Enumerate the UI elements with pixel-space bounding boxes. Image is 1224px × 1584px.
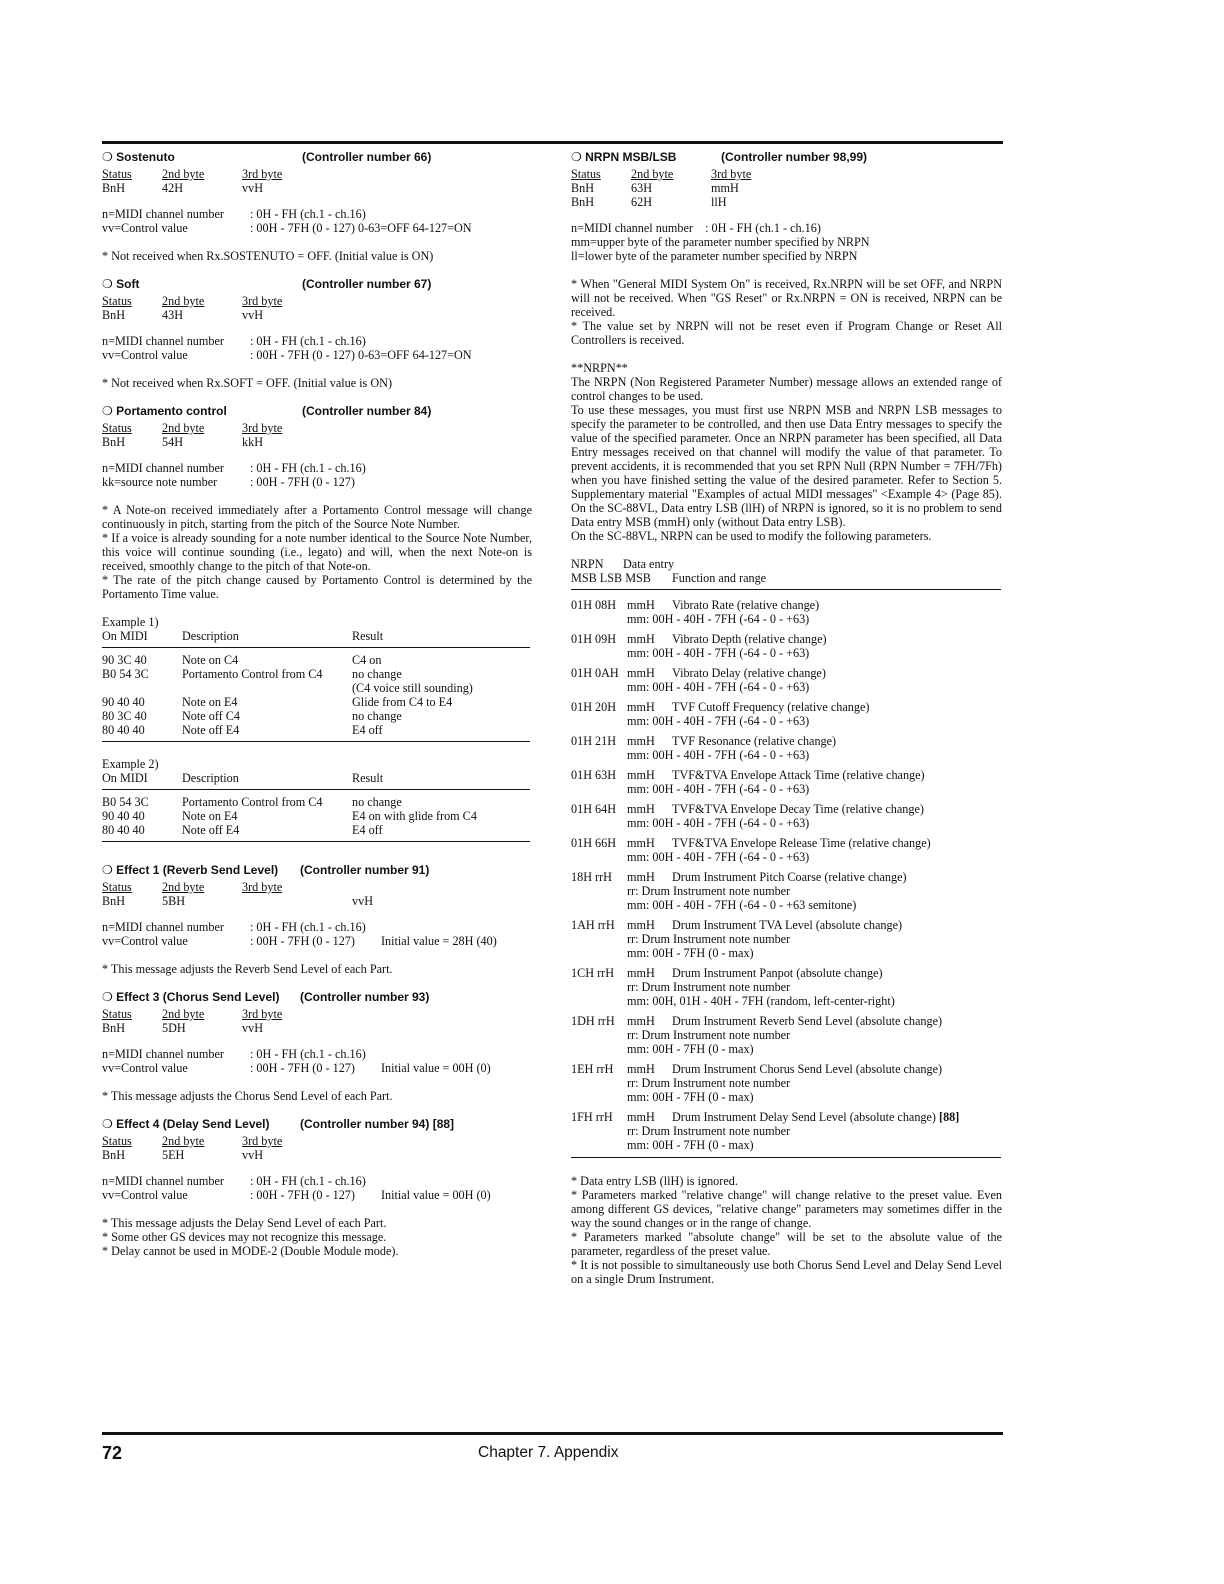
circle-bullet-icon: ❍ <box>102 404 113 418</box>
function: TVF&TVA Envelope Attack Time (relative change) <box>672 768 925 782</box>
col-header: On MIDI <box>102 771 148 785</box>
chapter-title: Chapter 7. Appendix <box>478 1444 619 1461</box>
data-entry: mmH <box>627 734 655 748</box>
example-2-table <box>102 757 530 842</box>
def-key: n=MIDI channel number <box>102 1174 224 1188</box>
byte2-value: 5DH <box>162 1021 186 1035</box>
note: * Parameters marked "relative change" will change relative to the preset value. Even among different GS devices, "relative change" parameters may sometimes differ in the way the sound changes or in the range of change. <box>571 1188 1002 1230</box>
col-header: MSB LSB MSB <box>571 571 651 585</box>
section-title: Soft <box>116 277 140 291</box>
table-row <box>571 918 1001 960</box>
col-status: Status <box>102 294 132 308</box>
byte3-value: llH <box>711 195 727 209</box>
def-key: n=MIDI channel number <box>102 207 224 221</box>
function: TVF&TVA Envelope Decay Time (relative change) <box>672 802 924 816</box>
status-value: BnH <box>102 308 126 322</box>
table-row <box>571 700 1001 728</box>
def-value: : 00H - 7FH (0 - 127) 0-63=OFF 64-127=ON <box>250 348 472 362</box>
function: Vibrato Depth (relative change) <box>672 632 827 646</box>
table-row <box>571 598 1001 626</box>
byte3-value: vvH <box>242 1021 263 1035</box>
nrpn-code: 01H 21H <box>571 734 617 748</box>
model-tag: [88] <box>939 1110 960 1124</box>
def-value: : 00H - 7FH (0 - 127) <box>250 1188 355 1202</box>
table-cell: B0 54 3C <box>102 795 149 809</box>
note: * Data entry LSB (llH) is ignored. <box>571 1174 738 1188</box>
table-cell: 90 40 40 <box>102 695 145 709</box>
range: rr: Drum Instrument note number <box>627 1028 791 1042</box>
table-cell: (C4 voice still sounding) <box>352 681 473 695</box>
table-row <box>571 870 1001 912</box>
col-2nd-byte: 2nd byte <box>162 294 205 308</box>
section-title: Sostenuto <box>116 150 175 164</box>
nrpn-code: 1CH rrH <box>571 966 614 980</box>
status-value: BnH <box>102 894 126 908</box>
function: Drum Instrument TVA Level (absolute change) <box>672 918 903 932</box>
range: mm: 00H - 40H - 7FH (-64 - 0 - +63) <box>627 748 810 762</box>
example-title: Example 2) <box>102 757 159 771</box>
col-header: Result <box>352 771 384 785</box>
note: * Not received when Rx.SOFT = OFF. (Initial value is ON) <box>102 376 393 390</box>
left-column <box>102 150 532 1258</box>
def-key: vv=Control value <box>102 1061 188 1075</box>
byte3-value: mmH <box>711 181 739 195</box>
table-row <box>571 836 1001 864</box>
table-cell: Note off C4 <box>182 709 240 723</box>
nrpn-code: 01H 09H <box>571 632 617 646</box>
portamento-section <box>102 404 532 601</box>
controller-number: (Controller number 66) <box>302 150 432 164</box>
byte2-value: 63H <box>631 181 652 195</box>
nrpn-code: 1AH rrH <box>571 918 615 932</box>
function: TVF&TVA Envelope Release Time (relative change) <box>672 836 931 850</box>
col-3rd-byte: 3rd byte <box>711 167 752 181</box>
byte2-value: 42H <box>162 181 183 195</box>
data-entry: mmH <box>627 836 655 850</box>
nrpn-code: 18H rrH <box>571 870 612 884</box>
nrpn-code: 01H 63H <box>571 768 617 782</box>
range: rr: Drum Instrument note number <box>627 980 791 994</box>
table-cell: Note on E4 <box>182 695 238 709</box>
data-entry: mmH <box>627 802 655 816</box>
note: * A Note-on received immediately after a Portamento Control message will change continuously in pitch, starting from the pitch of the Source Note Number. <box>102 503 532 531</box>
table-row <box>571 734 1001 762</box>
controller-number: (Controller number 67) <box>302 277 432 291</box>
controller-number: (Controller number 98,99) <box>721 150 868 164</box>
table-row <box>102 667 530 681</box>
col-3rd-byte: 3rd byte <box>242 1134 283 1148</box>
nrpn-code: 1EH rrH <box>571 1062 614 1076</box>
note: * This message adjusts the Reverb Send Level of each Part. <box>102 962 393 976</box>
table-cell: Note on E4 <box>182 809 238 823</box>
table-cell: Glide from C4 to E4 <box>352 695 453 709</box>
data-entry: mmH <box>627 870 655 884</box>
page-number: 72 <box>102 1443 123 1463</box>
table-cell: C4 on <box>352 653 382 667</box>
table-cell: Note on C4 <box>182 653 239 667</box>
col-3rd-byte: 3rd byte <box>242 421 283 435</box>
nrpn-code: 1FH rrH <box>571 1110 613 1124</box>
section-title: Effect 4 (Delay Send Level) <box>116 1117 270 1131</box>
controller-number: (Controller number 94) <box>300 1117 430 1131</box>
table-row <box>102 723 530 737</box>
circle-bullet-icon: ❍ <box>571 150 582 164</box>
table-cell: B0 54 3C <box>102 667 149 681</box>
byte3-value: vvH <box>242 1148 263 1162</box>
def-line: n=MIDI channel number : 0H - FH (ch.1 - ch.16) <box>571 221 821 235</box>
col-status: Status <box>102 167 132 181</box>
function: Vibrato Delay (relative change) <box>672 666 826 680</box>
note: * This message adjusts the Chorus Send Level of each Part. <box>102 1089 393 1103</box>
col-header: Result <box>352 629 384 643</box>
def-value: : 00H - 7FH (0 - 127) <box>250 1061 355 1075</box>
model-tag: [88] <box>432 1117 455 1131</box>
table-cell: Note off E4 <box>182 823 240 837</box>
function: Drum Instrument Reverb Send Level (absolute change) <box>672 1014 943 1028</box>
col-status: Status <box>102 1007 132 1021</box>
def-line: ll=lower byte of the parameter number specified by NRPN <box>571 249 858 263</box>
section-title: Portamento control <box>116 404 227 418</box>
status-value: BnH <box>571 195 595 209</box>
controller-number: (Controller number 91) <box>300 863 430 877</box>
circle-bullet-icon: ❍ <box>102 1117 113 1131</box>
table-row <box>571 632 1001 660</box>
note: * If a voice is already sounding for a note number identical to the Source Note Number, this voice will continue sounding (i.e., legato) and will, when the next Note-on is received, smoothly change to the pitch of that Note-on. <box>102 531 532 573</box>
status-value: BnH <box>571 181 595 195</box>
nrpn-code: 01H 64H <box>571 802 617 816</box>
soft-section <box>102 277 532 390</box>
note: * The value set by NRPN will not be reset even if Program Change or Reset All Controllers is received. <box>571 319 1002 347</box>
section-title: Effect 3 (Chorus Send Level) <box>116 990 280 1004</box>
table-row <box>102 709 530 723</box>
nrpn-code: 01H 08H <box>571 598 617 612</box>
function: Drum Instrument Panpot (absolute change) <box>672 966 883 980</box>
nrpn-code: 01H 0AH <box>571 666 619 680</box>
note: * It is not possible to simultaneously use both Chorus Send Level and Delay Send Level on a single Drum Instrument. <box>571 1258 1002 1286</box>
example-title: Example 1) <box>102 615 159 629</box>
nrpn-heading: **NRPN** <box>571 361 628 375</box>
range: mm: 00H - 7FH (0 - max) <box>627 946 754 960</box>
table-row <box>102 809 530 823</box>
table-row <box>571 666 1001 694</box>
table-cell: 80 40 40 <box>102 823 145 837</box>
def-value: : 00H - 7FH (0 - 127) <box>250 934 355 948</box>
col-3rd-byte: 3rd byte <box>242 880 283 894</box>
circle-bullet-icon: ❍ <box>102 990 113 1004</box>
col-2nd-byte: 2nd byte <box>162 880 205 894</box>
col-3rd-byte: 3rd byte <box>242 167 283 181</box>
data-entry: mmH <box>627 1062 655 1076</box>
range: mm: 00H - 40H - 7FH (-64 - 0 - +63) <box>627 646 810 660</box>
function: TVF Cutoff Frequency (relative change) <box>672 700 870 714</box>
table-cell: E4 off <box>352 723 383 737</box>
byte3-value: vvH <box>352 894 373 908</box>
data-entry: mmH <box>627 918 655 932</box>
table-row <box>102 795 530 809</box>
table-cell: 90 3C 40 <box>102 653 147 667</box>
nrpn-code: 01H 20H <box>571 700 617 714</box>
data-entry: mmH <box>627 1110 655 1124</box>
data-entry: mmH <box>627 768 655 782</box>
section-title: NRPN MSB/LSB <box>585 150 677 164</box>
note: * This message adjusts the Delay Send Level of each Part. <box>102 1216 387 1230</box>
range: rr: Drum Instrument note number <box>627 932 791 946</box>
function: Vibrato Rate (relative change) <box>672 598 820 612</box>
byte3-value: vvH <box>242 181 263 195</box>
range: rr: Drum Instrument note number <box>627 1124 791 1138</box>
byte2-value: 62H <box>631 195 652 209</box>
note: * Some other GS devices may not recognize this message. <box>102 1230 387 1244</box>
range: rr: Drum Instrument note number <box>627 884 791 898</box>
controller-number: (Controller number 84) <box>302 404 432 418</box>
col-2nd-byte: 2nd byte <box>162 1007 205 1021</box>
col-3rd-byte: 3rd byte <box>242 294 283 308</box>
table-cell: 80 40 40 <box>102 723 145 737</box>
range: mm: 00H - 7FH (0 - max) <box>627 1090 754 1104</box>
table-cell <box>182 681 352 695</box>
bottom-rule <box>102 1432 1003 1435</box>
col-2nd-byte: 2nd byte <box>162 421 205 435</box>
table-cell: 80 3C 40 <box>102 709 147 723</box>
def-key: n=MIDI channel number <box>102 1047 224 1061</box>
range: mm: 00H - 40H - 7FH (-64 - 0 - +63) <box>627 714 810 728</box>
range: mm: 00H - 40H - 7FH (-64 - 0 - +63) <box>627 782 810 796</box>
range: mm: 00H - 40H - 7FH (-64 - 0 - +63) <box>627 850 810 864</box>
data-entry: mmH <box>627 666 655 680</box>
status-value: BnH <box>102 1021 126 1035</box>
col-header: Description <box>182 629 239 643</box>
note: * The rate of the pitch change caused by Portamento Control is determined by the Portamento Time value. <box>102 573 532 601</box>
controller-number: (Controller number 93) <box>300 990 430 1004</box>
effect4-section <box>102 1117 532 1258</box>
function: Drum Instrument Pitch Coarse (relative change) <box>672 870 907 884</box>
table-row <box>571 768 1001 796</box>
byte3-value: vvH <box>242 308 263 322</box>
def-key: n=MIDI channel number <box>102 461 224 475</box>
col-header: On MIDI <box>102 629 148 643</box>
range: mm: 00H - 40H - 7FH (-64 - 0 - +63) <box>627 816 810 830</box>
table-cell: no change <box>352 795 402 809</box>
def-key: kk=source note number <box>102 475 218 489</box>
col-header: Function and range <box>672 571 767 585</box>
range: mm: 00H - 40H - 7FH (-64 - 0 - +63 semitone) <box>627 898 857 912</box>
table-cell: Portamento Control from C4 <box>182 667 323 681</box>
function: TVF Resonance (relative change) <box>672 734 837 748</box>
circle-bullet-icon: ❍ <box>102 150 113 164</box>
table-row <box>571 1014 1001 1056</box>
col-2nd-byte: 2nd byte <box>162 167 205 181</box>
example-1-table <box>102 615 530 742</box>
table-row <box>102 653 530 667</box>
status-value: BnH <box>102 181 126 195</box>
def-value: : 00H - 7FH (0 - 127) 0-63=OFF 64-127=ON <box>250 221 472 235</box>
table-row <box>102 681 530 695</box>
paragraph: To use these messages, you must first use NRPN MSB and NRPN LSB messages to specify the parameter to be controlled, and then use Data Entry messages to specify the value of the specified parameter. Once an NRPN parameter has been specified, all Data Entry messages received on that channel will modify the value of that parameter. To prevent accidents, it is recommended that you set RPN Null (RPN Number = 7FH/7Fh) when you have finished setting the value of the desired parameter. Refer to Section 5. Supplementary material "Examples of actual MIDI messages" <Example 4> (Page 85). On the SC-88VL, Data entry LSB (llH) of NRPN is ignored, so it is no problem to send Data entry MSB (mmH) only (without Data entry LSB). <box>571 403 1002 529</box>
data-entry: mmH <box>627 632 655 646</box>
byte2-value: 43H <box>162 308 183 322</box>
function: Drum Instrument Delay Send Level (absolute change) <box>672 1110 936 1124</box>
initial-value: Initial value = 00H (0) <box>380 1188 491 1202</box>
top-rule <box>102 141 1003 144</box>
col-2nd-byte: 2nd byte <box>631 167 674 181</box>
table-cell: 90 40 40 <box>102 809 145 823</box>
table-row <box>571 1110 1001 1152</box>
note: * Delay cannot be used in MODE-2 (Double Module mode). <box>102 1244 399 1258</box>
col-header: Description <box>182 771 239 785</box>
def-value: : 0H - FH (ch.1 - ch.16) <box>250 334 366 348</box>
sostenuto-section <box>102 150 532 263</box>
nrpn-code: 1DH rrH <box>571 1014 615 1028</box>
def-value: : 00H - 7FH (0 - 127) <box>250 475 355 489</box>
def-value: : 0H - FH (ch.1 - ch.16) <box>250 461 366 475</box>
table-row <box>102 695 530 709</box>
def-value: : 0H - FH (ch.1 - ch.16) <box>250 207 366 221</box>
initial-value: Initial value = 00H (0) <box>380 1061 491 1075</box>
data-entry: mmH <box>627 598 655 612</box>
col-status: Status <box>571 167 601 181</box>
def-key: n=MIDI channel number <box>102 334 224 348</box>
data-entry: mmH <box>627 1014 655 1028</box>
table-row <box>571 966 1001 1008</box>
def-key: vv=Control value <box>102 934 188 948</box>
range: mm: 00H - 7FH (0 - max) <box>627 1138 754 1152</box>
col-header: Data entry <box>623 557 675 571</box>
nrpn-parameter-table <box>571 557 1001 1158</box>
circle-bullet-icon: ❍ <box>102 277 113 291</box>
range: mm: 00H - 7FH (0 - max) <box>627 1042 754 1056</box>
table-row <box>102 823 530 837</box>
table-cell <box>102 681 182 695</box>
table-row <box>571 1062 1001 1104</box>
col-3rd-byte: 3rd byte <box>242 1007 283 1021</box>
table-cell: no change <box>352 667 402 681</box>
paragraph: On the SC-88VL, NRPN can be used to modify the following parameters. <box>571 529 932 543</box>
data-entry: mmH <box>627 700 655 714</box>
note: * Not received when Rx.SOSTENUTO = OFF. (Initial value is ON) <box>102 249 434 263</box>
def-line: mm=upper byte of the parameter number specified by NRPN <box>571 235 870 249</box>
col-status: Status <box>102 880 132 894</box>
col-header: NRPN <box>571 557 604 571</box>
nrpn-notes <box>571 1174 1002 1286</box>
table-cell: no change <box>352 709 402 723</box>
section-title: Effect 1 (Reverb Send Level) <box>116 863 279 877</box>
circle-bullet-icon: ❍ <box>102 863 113 877</box>
nrpn-section <box>571 150 1002 543</box>
note: * Parameters marked "absolute change" will be set to the absolute value of the parameter, regardless of the preset value. <box>571 1230 1002 1258</box>
paragraph: The NRPN (Non Registered Parameter Number) message allows an extended range of control changes to be used. <box>571 375 1002 403</box>
def-key: vv=Control value <box>102 221 188 235</box>
col-status: Status <box>102 1134 132 1148</box>
byte3-value: kkH <box>242 435 263 449</box>
col-status: Status <box>102 421 132 435</box>
def-key: vv=Control value <box>102 348 188 362</box>
status-value: BnH <box>102 1148 126 1162</box>
effect3-section <box>102 990 532 1103</box>
byte2-value: 5EH <box>162 1148 185 1162</box>
table-cell: E4 off <box>352 823 383 837</box>
table-cell: E4 on with glide from C4 <box>352 809 477 823</box>
initial-value: Initial value = 28H (40) <box>380 934 497 948</box>
note: * When "General MIDI System On" is received, Rx.NRPN will be set OFF, and NRPN will not be received. When "GS Reset" or Rx.NRPN = ON is received, NRPN can be received. <box>571 277 1002 319</box>
range: mm: 00H - 40H - 7FH (-64 - 0 - +63) <box>627 612 810 626</box>
def-value: : 0H - FH (ch.1 - ch.16) <box>250 1174 366 1188</box>
data-entry: mmH <box>627 966 655 980</box>
def-value: : 0H - FH (ch.1 - ch.16) <box>250 920 366 934</box>
effect1-section <box>102 863 532 976</box>
col-2nd-byte: 2nd byte <box>162 1134 205 1148</box>
def-value: : 0H - FH (ch.1 - ch.16) <box>250 1047 366 1061</box>
right-column <box>571 150 1002 1286</box>
status-value: BnH <box>102 435 126 449</box>
table-cell: Portamento Control from C4 <box>182 795 323 809</box>
range: mm: 00H, 01H - 40H - 7FH (random, left-center-right) <box>627 994 895 1008</box>
table-row <box>571 802 1001 830</box>
def-key: n=MIDI channel number <box>102 920 224 934</box>
function: Drum Instrument Chorus Send Level (absolute change) <box>672 1062 943 1076</box>
nrpn-code: 01H 66H <box>571 836 617 850</box>
range: rr: Drum Instrument note number <box>627 1076 791 1090</box>
def-key: vv=Control value <box>102 1188 188 1202</box>
byte2-value: 5BH <box>162 894 186 908</box>
byte2-value: 54H <box>162 435 183 449</box>
table-cell: Note off E4 <box>182 723 240 737</box>
range: mm: 00H - 40H - 7FH (-64 - 0 - +63) <box>627 680 810 694</box>
